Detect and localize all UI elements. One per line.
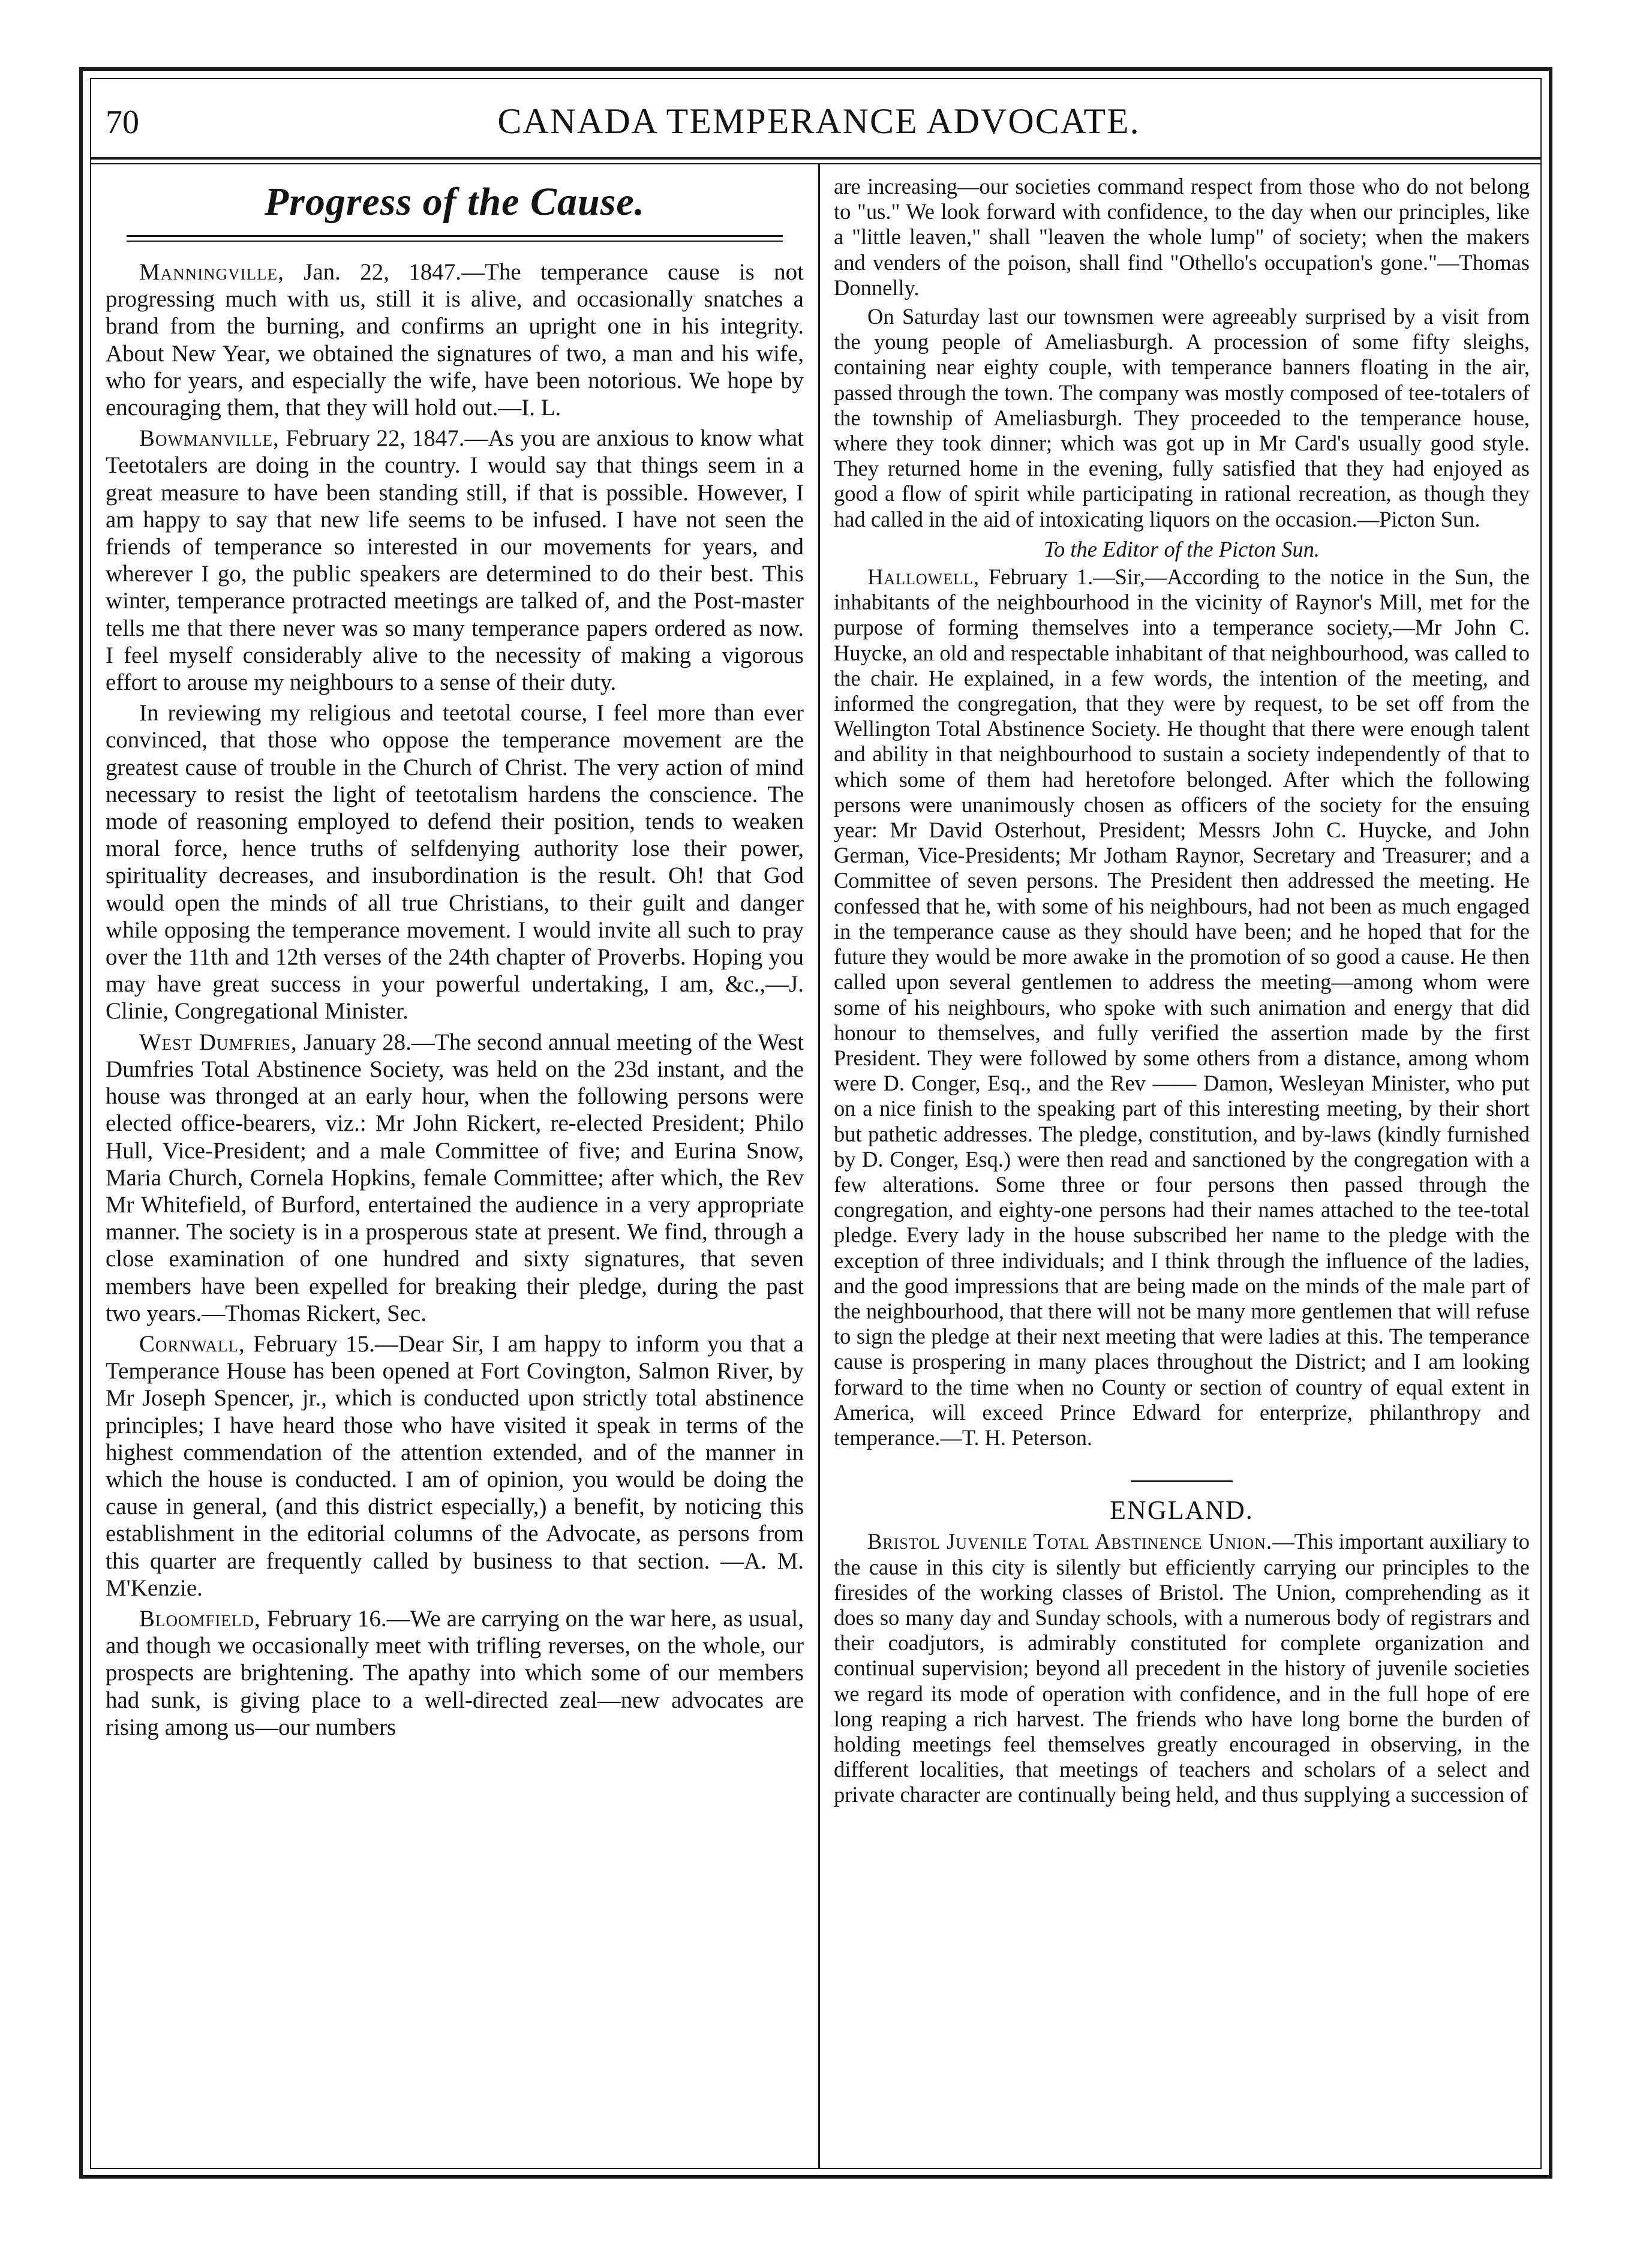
paragraph-text: February 22, 1847.—As you are anxious to know what Teetotalers are doing in the country. I would say that things seem in a great measure to have been standing still, if that is possible. However, I am happy to say that new life seems to be infused. I have not seen the friends of temperance so interested in our movements for years, and wherever I go, the public speakers are determined to do their best. This winter, temperance protracted meetings are talked of, and the Post-master tells me that there never was so many temperance papers ordered as now. I feel myself considerably alive to the necessity of making a vigorous effort to arouse my neighbours to a sense of their duty. (106, 425, 804, 696)
paragraph-text: are increasing—our societies command respect from those who do not belong to "us." We look forward with confidence, to the day when our principles, like a "little leaven," shall "leaven the whole lump" of society; when the makers and venders of the poison, shall find "Othello's occupation's gone."—Thomas Donnelly. (834, 174, 1530, 300)
article-paragraph (834, 304, 1530, 532)
title-rule-thin (127, 241, 783, 242)
dateline-place: Hallowell, (867, 564, 980, 590)
dateline-place: Cornwall, (139, 1330, 245, 1357)
section-title: Progress of the Cause. (264, 180, 645, 224)
article-paragraph (834, 1529, 1530, 1807)
dateline-place: Bristol Juvenile Total Abstinence Union. (867, 1529, 1273, 1554)
article-paragraph (106, 1330, 804, 1602)
column-divider (818, 164, 820, 2168)
paragraph-text: February 1.—Sir,—According to the notice in the Sun, the inhabitants of the neighbourhood in the vicinity of Raynor's Mill, met for the purpose of forming themselves into a temperance society,—Mr John C. Huycke, an old and respectable inhabitant of that neighbourhood, was called to the chair. He explained, in a few words, the intention of the meeting, and informed the congregation, that they were by request, to be set off from the Wellington Total Abstinence Society. He thought that there were enough talent and ability in that neighbourhood to sustain a society independently of that to which some of them had heretofore belonged. After which the following persons were unanimously chosen as officers of the society for the ensuing year: Mr David Osterhout, President; Messrs John C. Huycke, and John German, Vice-Presidents; Mr Jotham Raynor, Secretary and Treasurer; and a Committee of seven persons. The President then addressed the meeting. He confessed that he, with some of his neighbours, had not been as much engaged in the temperance cause as they should have been; and he hoped that for the future they would be more awake in the promotion of so good a cause. He then called upon several gentlemen to address the meeting—among whom were some of his neighbours, who spoke with such animation and energy that did honour to themselves, and fully verified the assertion made by the first President. They were followed by some others from a distance, among whom were D. Conger, Esq., and the Rev —— Damon, Wesleyan Minister, who put on a nice finish to the speaking part of this interesting meeting, by their short but pathetic addresses. The pledge, constitution, and by-laws (kindly furnished by D. Conger, Esq.) were then read and sanctioned by the congregation with a few alterations. Some three or four persons then passed through the congregation, and eighty-one persons had their names attached to the tee-total pledge. Every lady in the house subscribed her name to the pledge with the exception of three individuals; and I think through the influence of the ladies, and the good impressions that are being made on the minds of the male part of the neighbourhood, that there will not be many more gentlemen that will refuse to sign the pledge at their next meeting that were ladies at this. The temperance cause is prospering in many places throughout the District; and I am looking forward to the time when no County or section of country of equal extent in America, will exceed Prince Edward for enterprize, philanthropy and temperance.—T. H. Peterson. (834, 564, 1530, 1450)
header-rule-thin (90, 163, 1542, 164)
paragraph-text: January 28.—The second annual meeting of the West Dumfries Total Abstinence Society, was held on the 23d instant, and the house was thronged at an early hour, when the following persons were elected office-bearers, viz.: Mr John Rickert, re-elected President; Philo Hull, Vice-President; and a male Committee of five; and Eurina Snow, Maria Church, Cornela Hopkins, female Committee; after which, the Rev Mr Whitefield, of Burford, entertained the audience in a very appropriate manner. The society is in a prosperous state at present. We find, through a close examination of one hundred and sixty signatures, that seven members have been expelled for breaking their pledge, during the past two years.—Thomas Rickert, Sec. (106, 1029, 804, 1326)
paragraph-text: On Saturday last our townsmen were agreeably surprised by a visit from the young people of Ameliasburgh. A procession of some fifty sleighs, containing near eighty couple, with temperance banners floating in the air, passed through the town. The company was mostly composed of tee-totalers of the township of Ameliasburgh. They proceeded to the temperance house, where they took dinner; which was got up in Mr Card's usually good style. They returned home in the evening, fully satisfied that they had enjoyed as good a flow of spirit while participating in rational recreation, as though they had called in the aid of intoxicating liquors on the occasion.—Picton Sun. (834, 304, 1530, 531)
paragraph-text: Jan. 22, 1847.—The temperance cause is not progressing much with us, still it is alive, and occasionally snatches a brand from the burning, and confirms an upright one in his integrity. About New Year, we obtained the signatures of two, a man and his wife, who for years, and especially the wife, have been notorious. We hope by encouraging them, that they will hold out.—I. L. (106, 259, 804, 421)
page-number: 70 (106, 104, 139, 141)
paragraph-text: —This important auxiliary to the cause in this city is silently but efficiently carrying our principles to the firesides of the working classes of Bristol. The Union, comprehending as it does so many day and Sunday schools, with a numerous body of registrars and their coadjutors, is admirably constituted for complete organization and continual supervision; beyond all precedent in the history of juvenile societies we regard its mode of operation with confidence, and in the full hope of ere long reaping a rich harvest. The friends who have long borne the burden of holding meetings feel themselves greatly encouraged in observing, in the different localities, that meetings of teachers and scholars of a select and private character are continually being held, and thus supplying a succession of (834, 1529, 1530, 1807)
paragraph-text: February 16.—We are carrying on the war here, as usual, and though we occasionally meet with trifling reverses, on the whole, our prospects are brightening. The apathy into which some of our members had sunk, is giving place to a well-directed zeal—new advocates are rising among us—our numbers (106, 1605, 804, 1740)
paragraph-text: February 15.—Dear Sir, I am happy to inform you that a Temperance House has been opened at Fort Covington, Salmon River, by Mr Joseph Spencer, jr., which is conducted upon strictly total abstinence principles; I have heard those who have visited it speak in terms of the highest commendation of the attention extended, and of the manner in which the house is conducted. I am of opinion, you would be doing the cause in general, (and this district especially,) a benefit, by noticing this establishment in the editorial columns of the Advocate, as persons from this quarter are frequently called by business to that section. —A. M. M'Kenzie. (106, 1330, 804, 1601)
article-paragraph (106, 1029, 804, 1327)
dateline-place: West Dumfries, (139, 1029, 298, 1055)
running-head: CANADA TEMPERANCE ADVOCATE. (497, 101, 1140, 141)
right-column-body (834, 174, 1530, 1808)
dateline-place: Bloomfield, (139, 1605, 261, 1632)
right-column (834, 174, 1530, 2159)
article-paragraph (106, 1605, 804, 1741)
article-paragraph (834, 174, 1530, 301)
article-paragraph (106, 259, 804, 421)
dateline-place: Manningville, (139, 259, 284, 285)
left-column-body (106, 259, 804, 1741)
article-paragraph (834, 564, 1530, 1450)
title-rule (127, 235, 783, 237)
left-column (106, 174, 804, 2159)
section-separator-rule (1131, 1480, 1233, 1482)
article-paragraph (106, 425, 804, 696)
paragraph-text: In reviewing my religious and teetotal course, I feel more than ever convinced, that those who oppose the temperance movement are the greatest cause of trouble in the Church of Christ. The very action of mind necessary to resist the light of teetotalism hardens the conscience. The mode of reasoning employed to defend their position, tends to weaken moral force, hence truths of selfdenying authority lose their power, spirituality decreases, and insubordination is the result. Oh! that God would open the minds of all true Christians, to their guilt and danger while opposing the temperance movement. I would invite all such to pray over the 11th and 12th verses of the 24th chapter of Proverbs. Hoping you may have great success in your powerful undertaking, I am, &c.,—J. Clinie, Congregational Minister. (106, 700, 804, 1025)
dateline-place: Bowmanville, (139, 425, 280, 452)
letter-salutation-heading: To the Editor of the Picton Sun. (1044, 536, 1320, 561)
subsection-heading: ENGLAND. (1110, 1495, 1254, 1525)
article-paragraph (106, 699, 804, 1025)
header-rule (90, 157, 1542, 160)
